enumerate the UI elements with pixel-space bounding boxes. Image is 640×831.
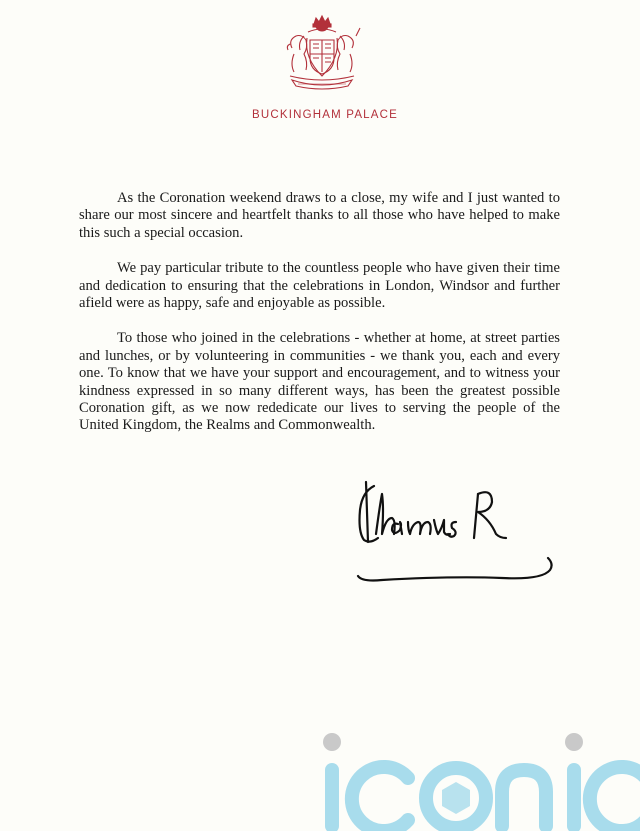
royal-coat-of-arms-icon — [280, 14, 364, 96]
letter-paragraph: As the Coronation weekend draws to a close, my wife and I just wanted to share our most sincere and heartfelt thanks to all those who have helped to make this such a special occasion. — [79, 190, 560, 241]
letter-body — [79, 190, 560, 453]
handwritten-signature-icon — [350, 472, 560, 592]
letter-paragraph: To those who joined in the celebrations - whether at home, at street parties and lunches, or by volunteering in communities - we thank you, each and every one. To know that we have your support and encouragement, and to witness your kindness expressed in so many different ways, has been the greatest possible Coronation gift, as we now rededicate our lives to serving the people of the United Kingdom, the Realms and Commonwealth. — [79, 330, 560, 434]
iconic-watermark-logo — [316, 726, 640, 831]
letterhead-title: BUCKINGHAM PALACE — [251, 109, 399, 121]
letter-paragraph: We pay particular tribute to the countless people who have given their time and dedication to ensuring that the celebrations in London, Windsor and further afield were as happy, safe and enjoyable as possible. — [79, 260, 560, 312]
